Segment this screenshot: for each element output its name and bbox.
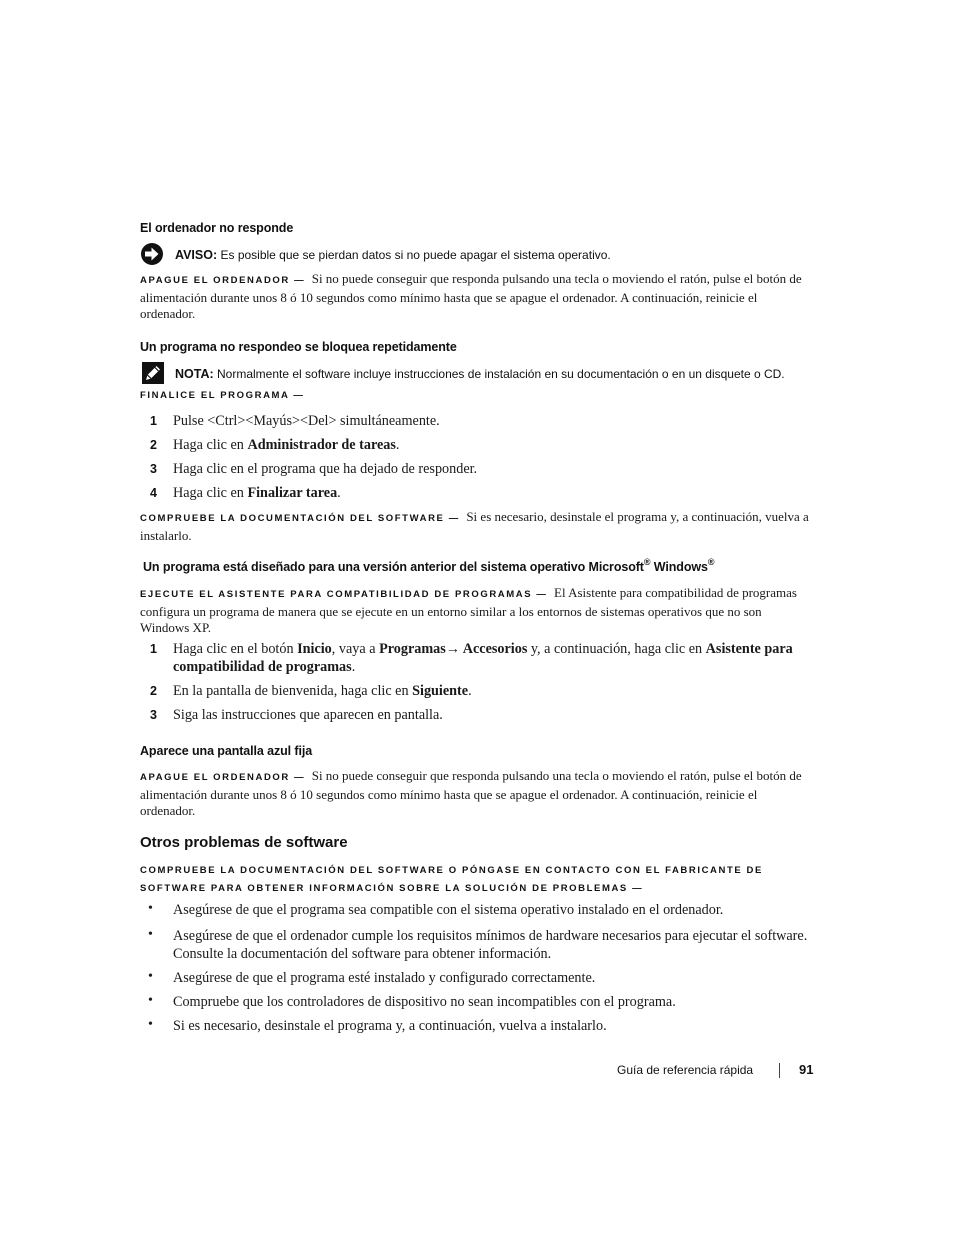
list-item-text: Asegúrese de que el ordenador cumple los requisitos mínimos de hardware necesarios para ejecutar el software. Consulte la documentación del software para obtener información. [173,928,808,962]
footer-divider [779,1063,780,1078]
list-item-text: Asegúrese de que el programa sea compatible con el sistema operativo instalado en el ordenador. [173,902,724,918]
bullet: • [148,969,153,984]
step-text: En la pantalla de bienvenida, haga clic en [173,683,413,699]
bullet: • [148,993,153,1008]
heading-text: Un programa está diseñado para una versión anterior del sistema operativo Microsoft [143,560,644,574]
note [175,367,785,381]
action-lead: APAGUE EL ORDENADOR — [140,772,306,783]
heading-ordenador-no-responde: El ordenador no responde [140,221,294,235]
step-number: 2 [150,438,157,452]
step-text: Siga las instrucciones que aparecen en pantalla. [173,707,443,723]
action-lead: COMPRUEBE LA DOCUMENTACIÓN DEL SOFTWARE — [140,513,460,524]
heading-version-anterior [143,556,715,574]
notice [175,248,611,262]
action-ejecute-asistente [140,585,812,637]
note-pencil-icon [142,362,164,384]
action-lead: EJECUTE EL ASISTENTE PARA COMPATIBILIDAD DE PROGRAMAS — [140,589,548,600]
action-lead: APAGUE EL ORDENADOR — [140,275,306,286]
step-text: Haga clic en el programa que ha dejado de responder. [173,461,478,477]
notice-arrow-icon [140,242,164,266]
step-number: 3 [150,708,157,722]
heading-pantalla-azul: Aparece una pantalla azul fija [140,744,313,758]
step-text-end: . [395,437,400,453]
page-number: 91 [799,1062,814,1077]
step-text: Pulse <Ctrl><Mayús><Del> simultáneamente. [173,413,440,429]
step-text: Haga clic en el botón Inicio, vaya a Programas→ Accesorios y, a continuación, haga clic en Asistente para compatibilidad de programas. [173,641,793,675]
heading-windows: Windows [650,560,708,574]
step-number: 1 [150,414,157,428]
action-text: El Asistente para compatibilidad de programas configura un programa de manera que se ejecute en un entorno similar a los entornos de sistemas operativos que no son Windows XP. [140,585,797,635]
list-item-text: Compruebe que los controladores de dispositivo no sean incompatibles con el programa. [173,994,676,1010]
action-text: Si no puede conseguir que responda pulsando una tecla o moviendo el ratón, pulse el botón de alimentación durante unos 8 ó 10 segundos como mínimo hasta que se apague el ordenador. A continuación, reinicie el ordenador. [140,271,802,321]
step-text: Haga clic en [173,437,248,453]
step-number: 2 [150,684,157,698]
step-number: 3 [150,462,157,476]
notice-label: AVISO: [175,248,218,262]
registered-mark: ® [643,556,651,567]
list-item-text: Si es necesario, desinstale el programa y, a continuación, vuelva a instalarlo. [173,1018,607,1034]
lead-compruebe-contacto: COMPRUEBE LA DOCUMENTACIÓN DEL SOFTWARE O PÓNGASE EN CONTACTO CON EL FABRICANTE DE SOFTWARE PARA OBTENER INFORMACIÓN SOBRE LA SOLUCIÓN DE PROBLEMAS — [140,865,763,894]
step-number: 1 [150,642,157,656]
heading-otros-problemas: Otros problemas de software [140,834,348,851]
action-compruebe-doc [140,509,812,544]
registered-mark: ® [707,556,715,567]
list-item-text: Asegúrese de que el programa esté instalado y configurado correctamente. [173,970,596,986]
bullet: • [148,927,153,942]
step-bold: Finalizar tarea [247,485,338,501]
footer-title: Guía de referencia rápida [617,1063,754,1077]
step-text: Haga clic en [173,485,248,501]
step-text-end: . [468,683,472,699]
notice-text: Es posible que se pierdan datos si no puede apagar el sistema operativo. [220,248,611,262]
action-lead-finalice: FINALICE EL PROGRAMA — [140,390,305,401]
action-apague-1 [140,271,812,323]
note-label: NOTA: [175,367,214,381]
bullet: • [148,1017,153,1032]
action-apague-2 [140,768,812,820]
heading-programa-no-responde: Un programa no respondeo se bloquea repetidamente [140,340,457,354]
action-text: Si no puede conseguir que responda pulsando una tecla o moviendo el ratón, pulse el botón de alimentación durante unos 8 ó 10 segundos como mínimo hasta que se apague el ordenador. A continuación, reinicie el ordenador. [140,768,802,818]
step-bold: Siguiente [412,683,469,699]
step-bold: Administrador de tareas [247,437,396,453]
bullet: • [148,901,153,916]
note-text: Normalmente el software incluye instrucciones de instalación en su documentación o en un disquete o CD. [217,367,785,381]
step-text-end: . [337,485,341,501]
step-number: 4 [150,486,157,500]
action-text: Si es necesario, desinstale el programa y, a continuación, vuelva a instalarlo. [140,509,809,543]
